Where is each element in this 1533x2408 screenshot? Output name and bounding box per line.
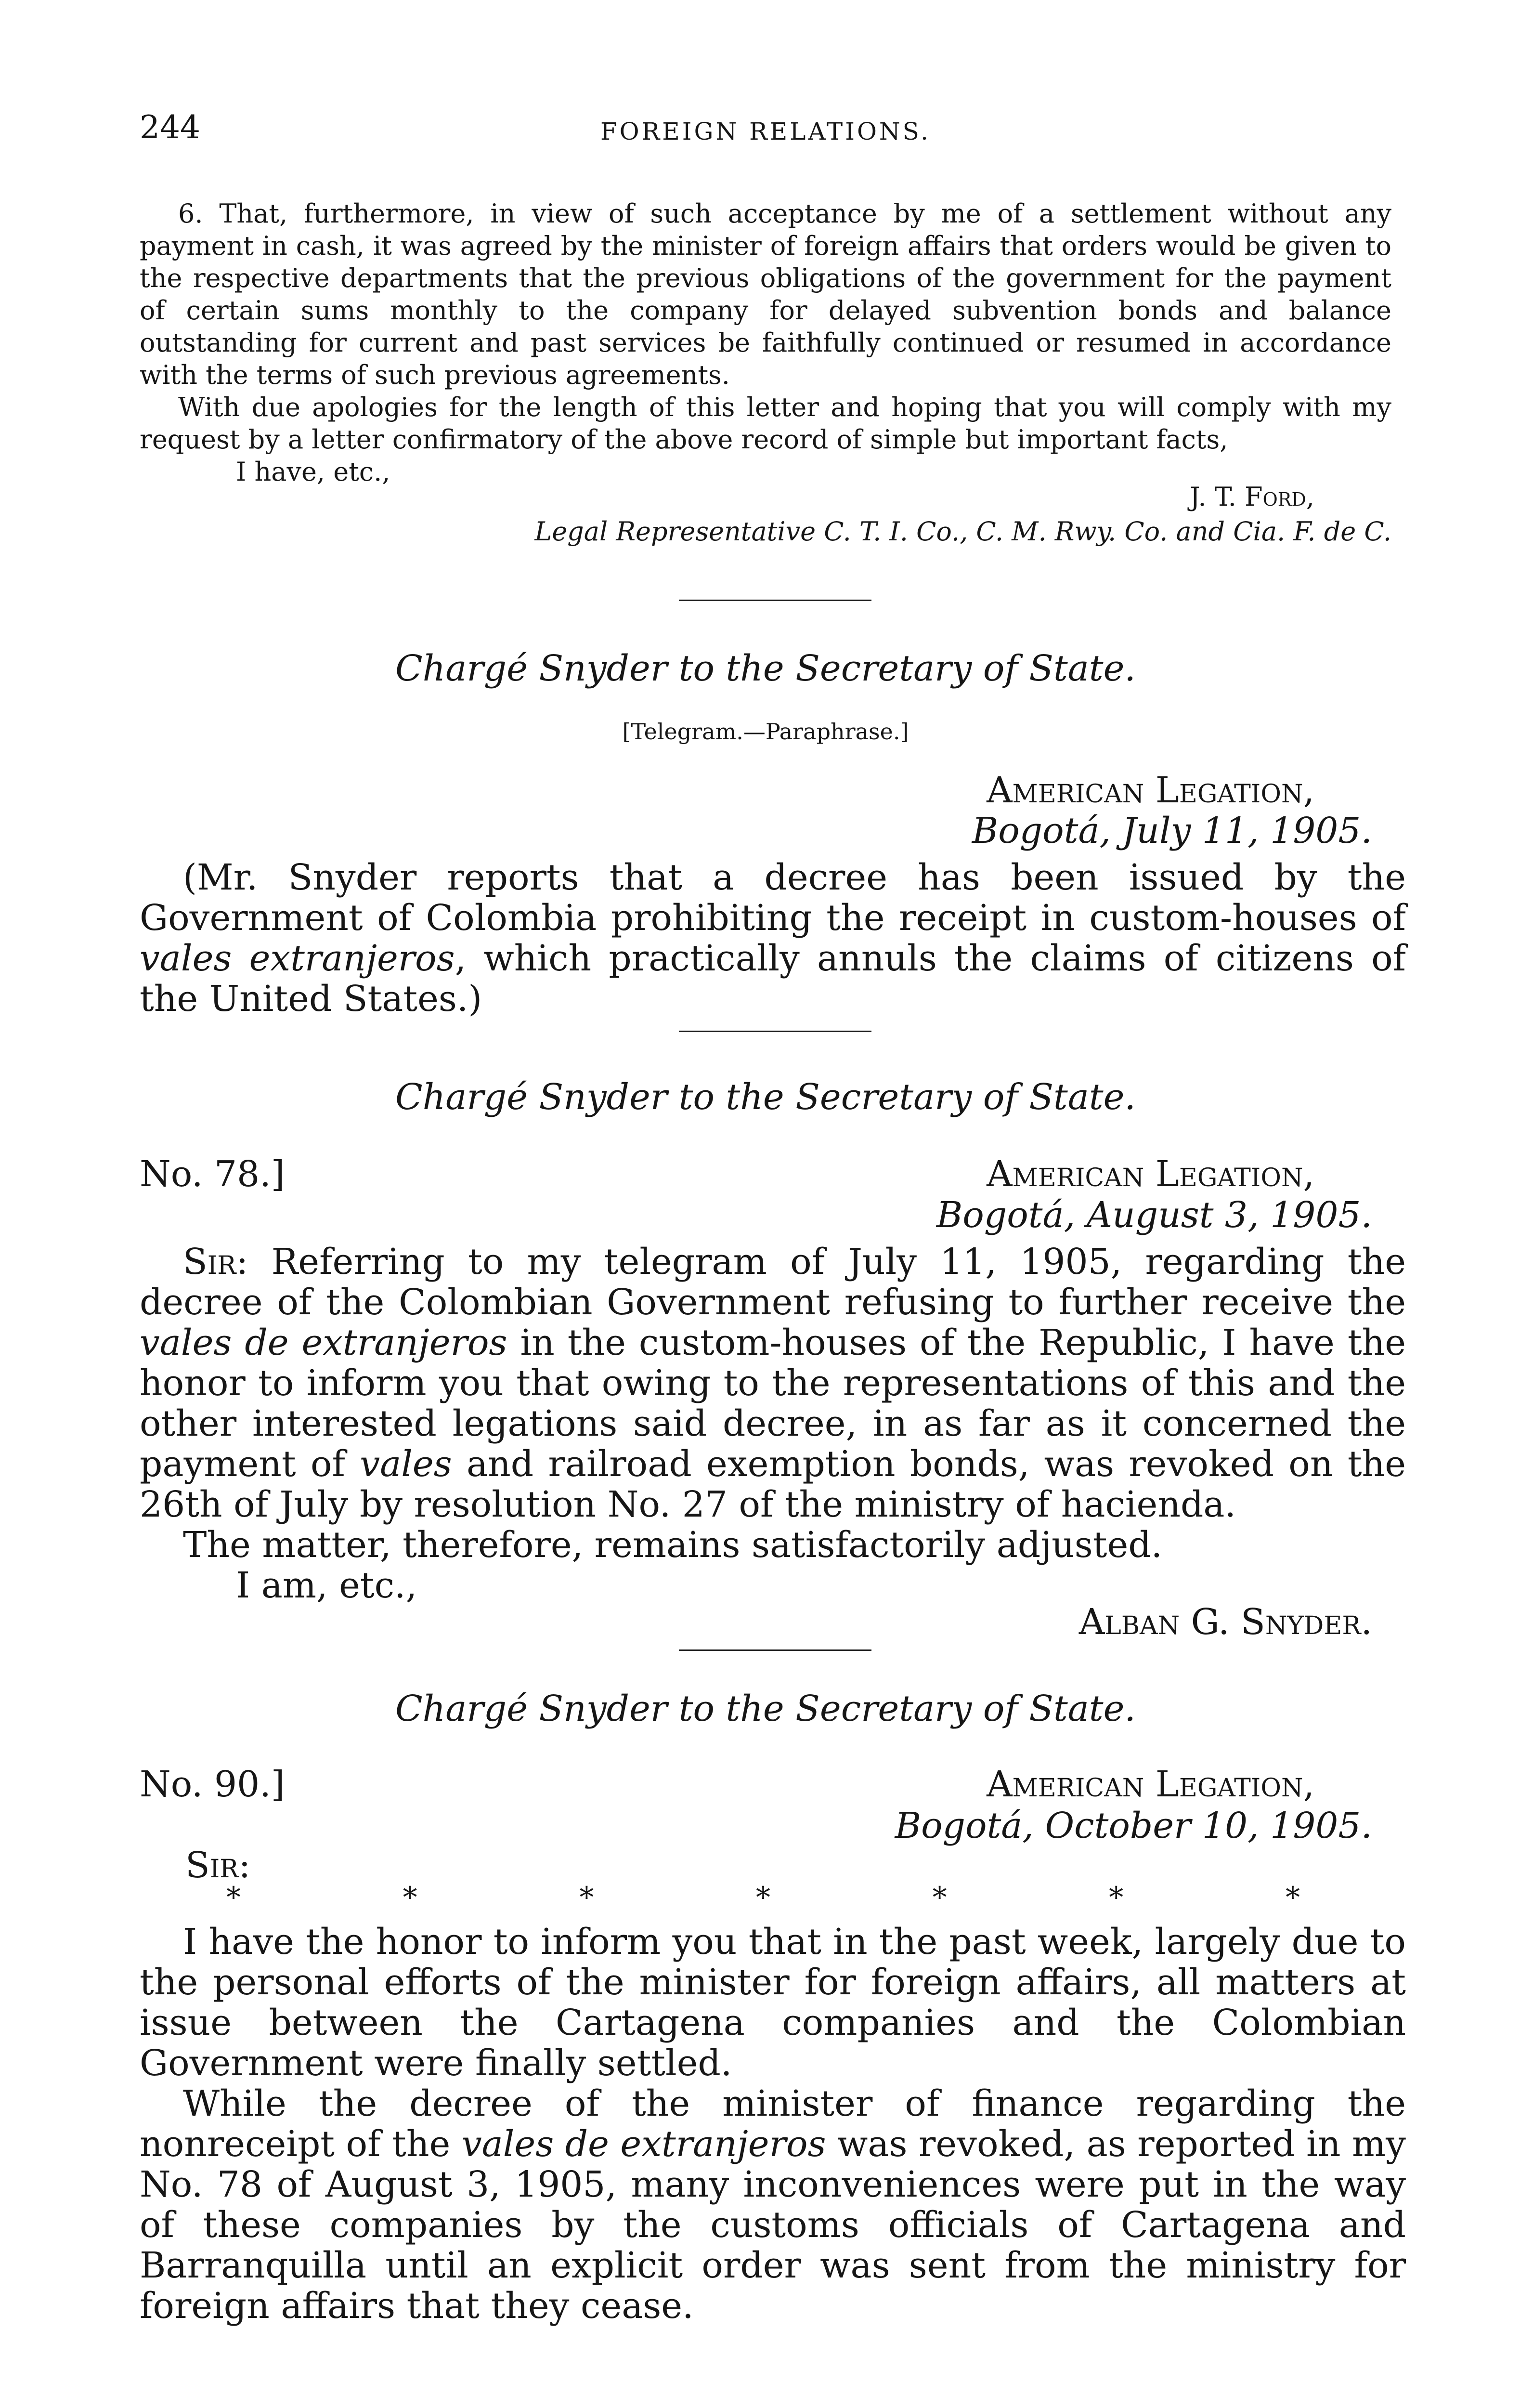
doc1-body-text-a: (Mr. Snyder reports that a decree has been issued by the Government of Colombia prohibiting the receipt in custom-houses of bbox=[140, 857, 1406, 939]
ellipsis-stars bbox=[226, 1881, 1300, 1914]
salutation: I have, etc., bbox=[236, 457, 390, 487]
doc2-date: Bogotá, August 3, 1905. bbox=[936, 1194, 1372, 1236]
page-number: 244 bbox=[140, 109, 200, 146]
running-title: FOREIGN RELATIONS. bbox=[600, 118, 931, 145]
doc1-heading: Chargé Snyder to the Secretary of State. bbox=[395, 648, 1136, 689]
section-divider bbox=[679, 1031, 871, 1032]
doc3-place: American Legation, bbox=[987, 1764, 1314, 1805]
ford-signature-title: Legal Representative C. T. I. Co., C. M. Rwy. Co. and Cia. F. de C. bbox=[534, 516, 1391, 547]
star: * bbox=[1285, 1881, 1300, 1914]
doc2-closing: I am, etc., bbox=[236, 1565, 417, 1606]
star: * bbox=[755, 1881, 770, 1914]
doc2-place: American Legation, bbox=[987, 1153, 1314, 1195]
doc1-body bbox=[140, 857, 1406, 1019]
doc2-paragraph-2: The matter, therefore, remains satisfactorily adjusted. bbox=[183, 1524, 1163, 1566]
star: * bbox=[579, 1881, 594, 1914]
doc3-number: No. 90.] bbox=[140, 1764, 285, 1805]
doc1-subheading: [Telegram.—Paraphrase.] bbox=[622, 719, 909, 745]
doc3-heading: Chargé Snyder to the Secretary of State. bbox=[395, 1688, 1136, 1729]
star: * bbox=[932, 1881, 947, 1914]
doc3-paragraph-1: I have the honor to inform you that in the past week, largely due to the personal efforts of the minister for foreign affairs, all matters at issue between the Cartagena companies and the Colombian Government were finally settled. bbox=[140, 1921, 1406, 2084]
section-divider bbox=[679, 1649, 871, 1651]
doc3-salutation: Sir: bbox=[185, 1845, 251, 1886]
star: * bbox=[1109, 1881, 1124, 1914]
doc1-body-text-c: , which practically annuls the claims of citizens of the United States.) bbox=[140, 938, 1406, 1020]
ford-letter bbox=[140, 197, 1391, 488]
closing-paragraph: With due apologies for the length of this letter and hoping that you will comply with my request by a letter confirmatory of the above record of simple but important facts, bbox=[140, 392, 1391, 455]
doc3-date: Bogotá, October 10, 1905. bbox=[895, 1805, 1372, 1846]
doc1-body-term: vales extranjeros bbox=[140, 938, 455, 979]
doc1-date: Bogotá, July 11, 1905. bbox=[972, 810, 1372, 851]
doc2-salutation: Sir bbox=[183, 1241, 236, 1283]
ford-signature: J. T. Ford, bbox=[1189, 482, 1314, 512]
doc2-signature: Alban G. Snyder. bbox=[1078, 1601, 1372, 1643]
doc2-body: Sir: Referring to my telegram of July 11, 1905, regarding the decree of the Colombian Government refusing to further receive the vales de extranjeros in the custom-houses of the Republic, I have the honor to inform you that owing to the representations of this and the other interested legations said decree, in as far as it concerned the payment of vales and railroad exemption bonds, was revoked on the 26th of July by resolution No. 27 of the ministry of hacienda. The matter, therefore, remains satisfactorily adjusted. I am, etc., bbox=[140, 1241, 1406, 1606]
doc2-number: No. 78.] bbox=[140, 1153, 285, 1195]
star: * bbox=[403, 1881, 417, 1914]
doc1-place: American Legation, bbox=[987, 770, 1314, 811]
doc3-body bbox=[140, 1922, 1406, 2326]
section-divider bbox=[679, 600, 871, 601]
star: * bbox=[226, 1881, 241, 1914]
paragraph-6: 6. That, furthermore, in view of such acceptance by me of a settlement without any payment in cash, it was agreed by the minister of foreign affairs that orders would be given to the respective departments that the previous obligations of the government for the payment of certain sums monthly to the company for delayed subvention bonds and balance outstanding for current and past services be faithfully continued or resumed in accordance with the terms of such previous agreements. bbox=[140, 198, 1391, 390]
doc2-heading: Chargé Snyder to the Secretary of State. bbox=[395, 1076, 1136, 1118]
doc3-paragraph-2: While the decree of the minister of finance regarding the nonreceipt of the vales de extranjeros was revoked, as reported in my No. 78 of August 3, 1905, many inconveniences were put in the way of these companies by the customs officials of Cartagena and Barranquilla until an explicit order was sent from the ministry for foreign affairs that they cease. bbox=[140, 2083, 1406, 2327]
